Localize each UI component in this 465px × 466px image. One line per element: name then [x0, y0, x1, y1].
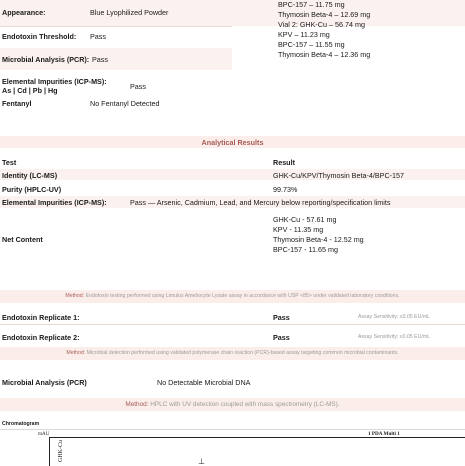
- appearance-label: Appearance:: [2, 8, 46, 17]
- endotoxin-threshold-value: Pass: [90, 32, 106, 41]
- vial-line: KPV – 11.23 mg: [278, 30, 330, 39]
- analytical-title: Analytical Results: [201, 138, 264, 147]
- replicate-2-value: Pass: [273, 333, 290, 342]
- identity-label: Identity (LC-MS): [2, 171, 58, 180]
- replicate-1-label: Endotoxin Replicate 1:: [2, 313, 80, 322]
- vial-line: BPC-157 – 11.75 mg: [278, 0, 345, 9]
- net-content-line: BPC-157 - 11.65 mg: [273, 245, 338, 254]
- replicate-1-sensitivity: Assay Sensitivity: ≤0.05 EU/mL: [358, 314, 431, 320]
- net-content-label: Net Content: [2, 235, 43, 244]
- replicate-2-label: Endotoxin Replicate 2:: [2, 333, 80, 342]
- peak-marker-icon: ⊥: [198, 457, 205, 466]
- net-content-line: Thymosin Beta-4 - 12.52 mg: [273, 235, 364, 244]
- divider: [0, 324, 465, 325]
- col-test: Test: [2, 158, 17, 167]
- vial-line: BPC-157 – 11.55 mg: [278, 40, 345, 49]
- microbial-top-value: Pass: [92, 55, 108, 64]
- identity-value: GHK-Cu/KPV/Thymosin Beta-4/BPC-157: [273, 171, 405, 180]
- elemental-label: Elemental Impurities (ICP-MS):: [2, 198, 107, 207]
- vial-line: Vial 2: GHK-Cu – 56.74 mg: [278, 20, 365, 29]
- elemental-value: Pass — Arsenic, Cadmium, Lead, and Mercury below reporting/specification limits: [130, 198, 391, 207]
- col-result: Result: [273, 158, 295, 167]
- appearance-value: Blue Lyophilized Powder: [90, 8, 169, 17]
- microbial-method: [0, 350, 465, 356]
- method-text: Endotoxin testing performed using Limulus Amebocyte Lysate assay in accordance with USP <85> under validated laboratory conditions.: [85, 293, 400, 299]
- method-text: Microbial detection performed using validated polymerase chain reaction (PCR)-based assay targeting common microbial contaminants.: [86, 350, 399, 356]
- method-prefix: Method:: [125, 401, 149, 408]
- vial-line: Thymosin Beta-4 – 12.69 mg: [278, 10, 371, 19]
- elemental-top-sub: As | Cd | Pb | Hg: [2, 86, 58, 95]
- replicate-1-value: Pass: [273, 313, 290, 322]
- chromatogram-plot-area: [49, 437, 465, 466]
- method-text: HPLC with UV detection coupled with mass spectrometry (LC-MS).: [150, 401, 340, 408]
- endotoxin-threshold-label: Endotoxin Threshold:: [2, 32, 77, 41]
- appearance-row: [0, 0, 465, 26]
- elemental-top-label: Elemental Impurities (ICP-MS):: [2, 77, 107, 86]
- vial-line: Thymosin Beta-4 – 12.36 mg: [278, 50, 371, 59]
- fentanyl-value: No Fentanyl Detected: [90, 99, 160, 108]
- method-prefix: Method:: [66, 350, 86, 356]
- chromatogram-legend: 1 PDA Multi 1: [368, 431, 400, 437]
- purity-value: 99.73%: [273, 185, 298, 194]
- divider: [0, 26, 232, 27]
- microbial-top-label: Microbial Analysis (PCR):: [2, 55, 90, 64]
- elemental-top-value: Pass: [130, 82, 146, 91]
- net-content-line: KPV - 11.35 mg: [273, 225, 324, 234]
- purity-label: Purity (HPLC-UV): [2, 185, 62, 194]
- replicate-2-sensitivity: Assay Sensitivity: ≤0.05 EU/mL: [358, 334, 431, 340]
- peak-label: GHK-Cu: [58, 440, 64, 462]
- chromatogram-title: Chromatogram: [2, 421, 40, 427]
- fentanyl-label: Fentanyl: [2, 99, 32, 108]
- chromatogram-y-unit: mAU: [38, 431, 50, 437]
- hplc-method: [0, 401, 465, 408]
- microbial-analysis-label: Microbial Analysis (PCR): [2, 378, 87, 387]
- net-content-line: GHK-Cu - 57.61 mg: [273, 215, 337, 224]
- microbial-analysis-value: No Detectable Microbial DNA: [157, 378, 251, 387]
- method-prefix: Method:: [65, 293, 85, 299]
- endotoxin-method: [0, 293, 465, 299]
